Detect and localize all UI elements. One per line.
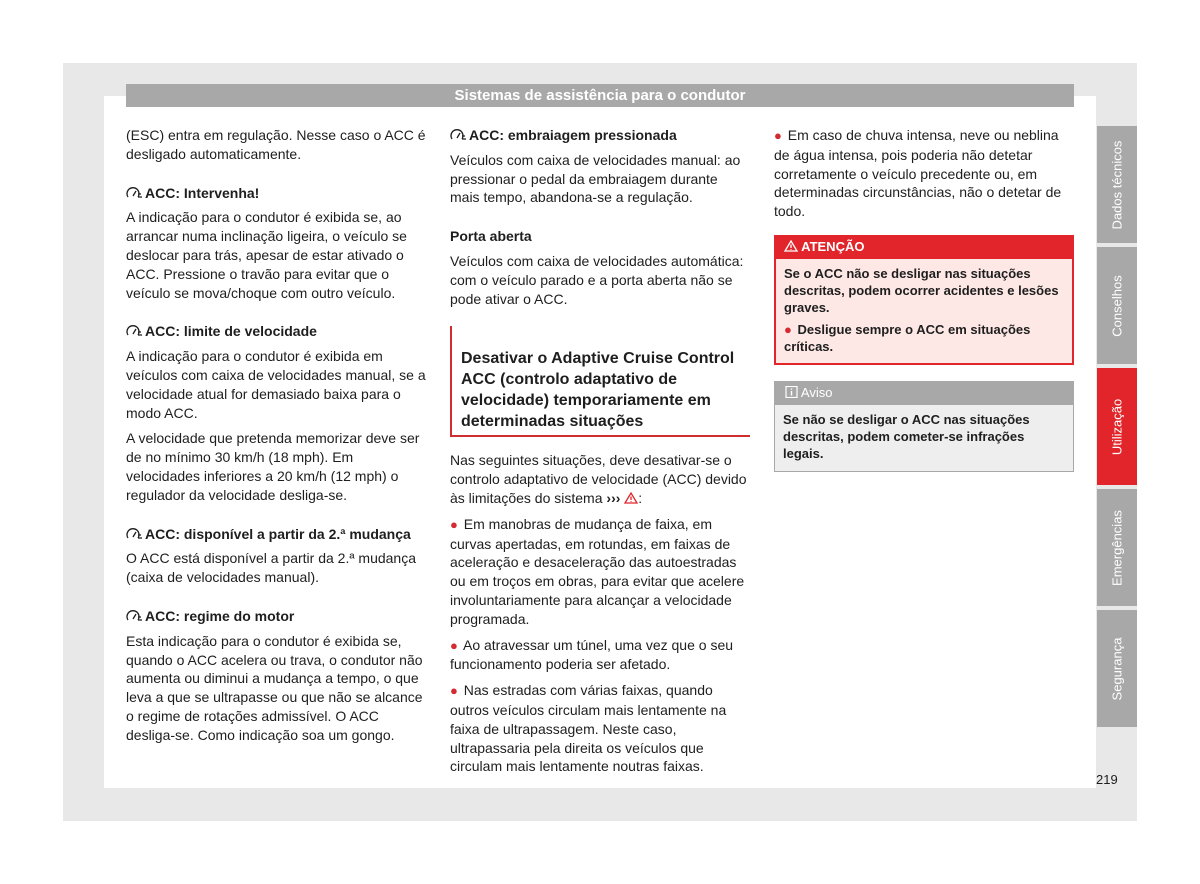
page-number: 219 — [1096, 772, 1118, 787]
subheading-acc-clutch — [450, 126, 750, 145]
body-paragraph: Veículos com caixa de velocidades manual: ao pressionar o pedal da embraiagem durante mais tempo, abandona-se a regulação. — [450, 151, 741, 206]
cruise-control-icon — [450, 129, 467, 141]
subheading-door-open: Porta aberta — [450, 228, 532, 245]
tab-emergencias[interactable] — [1097, 489, 1137, 606]
subheading-acc-intervenha — [126, 184, 426, 203]
tab-utilizacao[interactable] — [1097, 368, 1137, 485]
cross-reference-link[interactable]: ››› — [606, 489, 621, 506]
note-text: Se não se desligar o ACC nas situações descritas, podem cometer-se infrações legais. — [783, 412, 1030, 462]
bullet-text: Nas estradas com várias faixas, quando outros veículos circulam mais lentamente na faixa de ultrapassagem. Neste caso, ultrapassaria pela direita os veículos que circulam mais lentamente noutras faixas. — [450, 682, 727, 775]
warning-box — [774, 235, 1074, 365]
intro-text: Nas seguintes situações, deve desativar-se o controlo adaptativo de velocidade (ACC) devido às limitações do sistema — [450, 452, 747, 506]
cruise-control-icon — [126, 528, 143, 540]
warning-header — [774, 235, 1074, 259]
column-middle — [450, 126, 750, 783]
bullet-dot-icon: ● — [450, 637, 458, 653]
tab-label: Conselhos — [1109, 274, 1125, 337]
body-paragraph: A velocidade que pretenda memorizar deve ser de no mínimo 30 km/h (18 mph). Em velocidades inferiores a 20 km/h (12 mph) o regulador da velocidade desliga-se. — [126, 430, 420, 503]
bullet-text: Desligue sempre o ACC em situações críticas. — [784, 321, 1031, 354]
bullet-text: Em caso de chuva intensa, neve ou neblina de água intensa, pois poderia não detetar corretamente o veículo precedente ou, em determinadas circunstâncias, não o detetar de todo. — [774, 127, 1062, 220]
subheading-acc-speed-limit — [126, 322, 426, 341]
bullet-dot-icon: ● — [450, 516, 458, 532]
bullet-item — [450, 515, 750, 629]
subheading-label: ACC: limite de velocidade — [145, 323, 317, 340]
note-title: Aviso — [800, 385, 833, 400]
tab-dados-tecnicos[interactable] — [1097, 126, 1137, 243]
body-paragraph: A indicação para o condutor é exibida em veículos com caixa de velocidades manual, se a velocidade atual for demasiado baixa para o modo ACC. — [126, 348, 426, 421]
tab-seguranca[interactable] — [1097, 610, 1137, 727]
warning-body — [774, 259, 1074, 365]
warning-triangle-icon[interactable] — [624, 492, 638, 504]
bullet-dot-icon: ● — [450, 683, 458, 699]
note-header — [774, 381, 1074, 405]
note-body — [774, 405, 1074, 472]
note-box — [774, 381, 1074, 472]
body-paragraph: Veículos com caixa de velocidades automática: com o veículo parado e a porta aberta não se pode ativar o ACC. — [450, 252, 744, 307]
body-paragraph: A indicação para o condutor é exibida se, ao arrancar numa inclinação ligeira, o veículo se deslocar para trás, apesar de estar ativado o ACC. Pressione o travão para evitar que o veículo se mova/choque com outro veículo. — [126, 209, 407, 301]
warning-triangle-icon — [784, 240, 798, 252]
subheading-label: ACC: disponível a partir da 2.ª mudança — [145, 525, 411, 542]
subheading-label: ACC: embraiagem pressionada — [469, 127, 677, 143]
bullet-dot-icon: ● — [784, 321, 792, 337]
bullet-item — [774, 126, 1074, 221]
subheading-acc-engine-speed — [126, 607, 426, 626]
subheading-label: ACC: Intervenha! — [145, 184, 260, 201]
bullet-dot-icon: ● — [774, 128, 782, 143]
page-header: Sistemas de assistência para o condutor — [126, 84, 1074, 107]
column-right — [774, 126, 1074, 488]
tab-label: Dados técnicos — [1109, 140, 1125, 229]
bullet-text: Em manobras de mudança de faixa, em curvas apertadas, em rotundas, em faixas de aceleração e desaceleração das autoestradas ou em troços em obras, para evitar que acelere involuntariamente para alcançar a velocidade programada. — [450, 515, 745, 627]
bullet-item — [450, 681, 750, 776]
warning-bullet — [784, 321, 1064, 355]
body-paragraph: Esta indicação para o condutor é exibida se, quando o ACC acelera ou trava, o condutor não aumenta ou diminui a mudança a tempo, o que leva a que se ultrapasse ou que não se alcance o regime de rotações admissível. O ACC desliga-se. Como indicação soa um gongo. — [126, 632, 423, 743]
section-title: Desativar o Adaptive Cruise Control ACC (controlo adaptativo de velocidade) temporariamente em determinadas situações — [450, 326, 750, 437]
intro-paragraph: (ESC) entra em regulação. Nesse caso o ACC é desligado automaticamente. — [126, 127, 426, 162]
tab-label: Emergências — [1109, 509, 1125, 586]
subheading-acc-second-gear — [126, 525, 426, 544]
bullet-text: Ao atravessar um túnel, uma vez que o seu funcionamento poderia ser afetado. — [450, 636, 734, 673]
tab-label: Utilização — [1109, 398, 1125, 455]
intro-paragraph: Nas seguintes situações, deve desativar-se o controlo adaptativo de velocidade (ACC) devido às limitações do sistema ››› : — [450, 452, 747, 506]
body-paragraph: O ACC está disponível a partir da 2.ª mudança (caixa de velocidades manual). — [126, 550, 417, 586]
bullet-item — [450, 636, 750, 675]
cruise-control-icon — [126, 325, 143, 337]
subheading-label: ACC: regime do motor — [145, 607, 295, 624]
warning-text: Se o ACC não se desligar nas situações descritas, podem ocorrer acidentes e lesões graves. — [784, 265, 1059, 316]
column-left — [126, 126, 426, 752]
cruise-control-icon — [126, 610, 143, 622]
cruise-control-icon — [126, 187, 143, 199]
tab-conselhos[interactable] — [1097, 247, 1137, 364]
tab-label: Segurança — [1109, 637, 1125, 700]
warning-title: ATENÇÃO — [801, 238, 865, 254]
info-icon — [784, 386, 798, 398]
